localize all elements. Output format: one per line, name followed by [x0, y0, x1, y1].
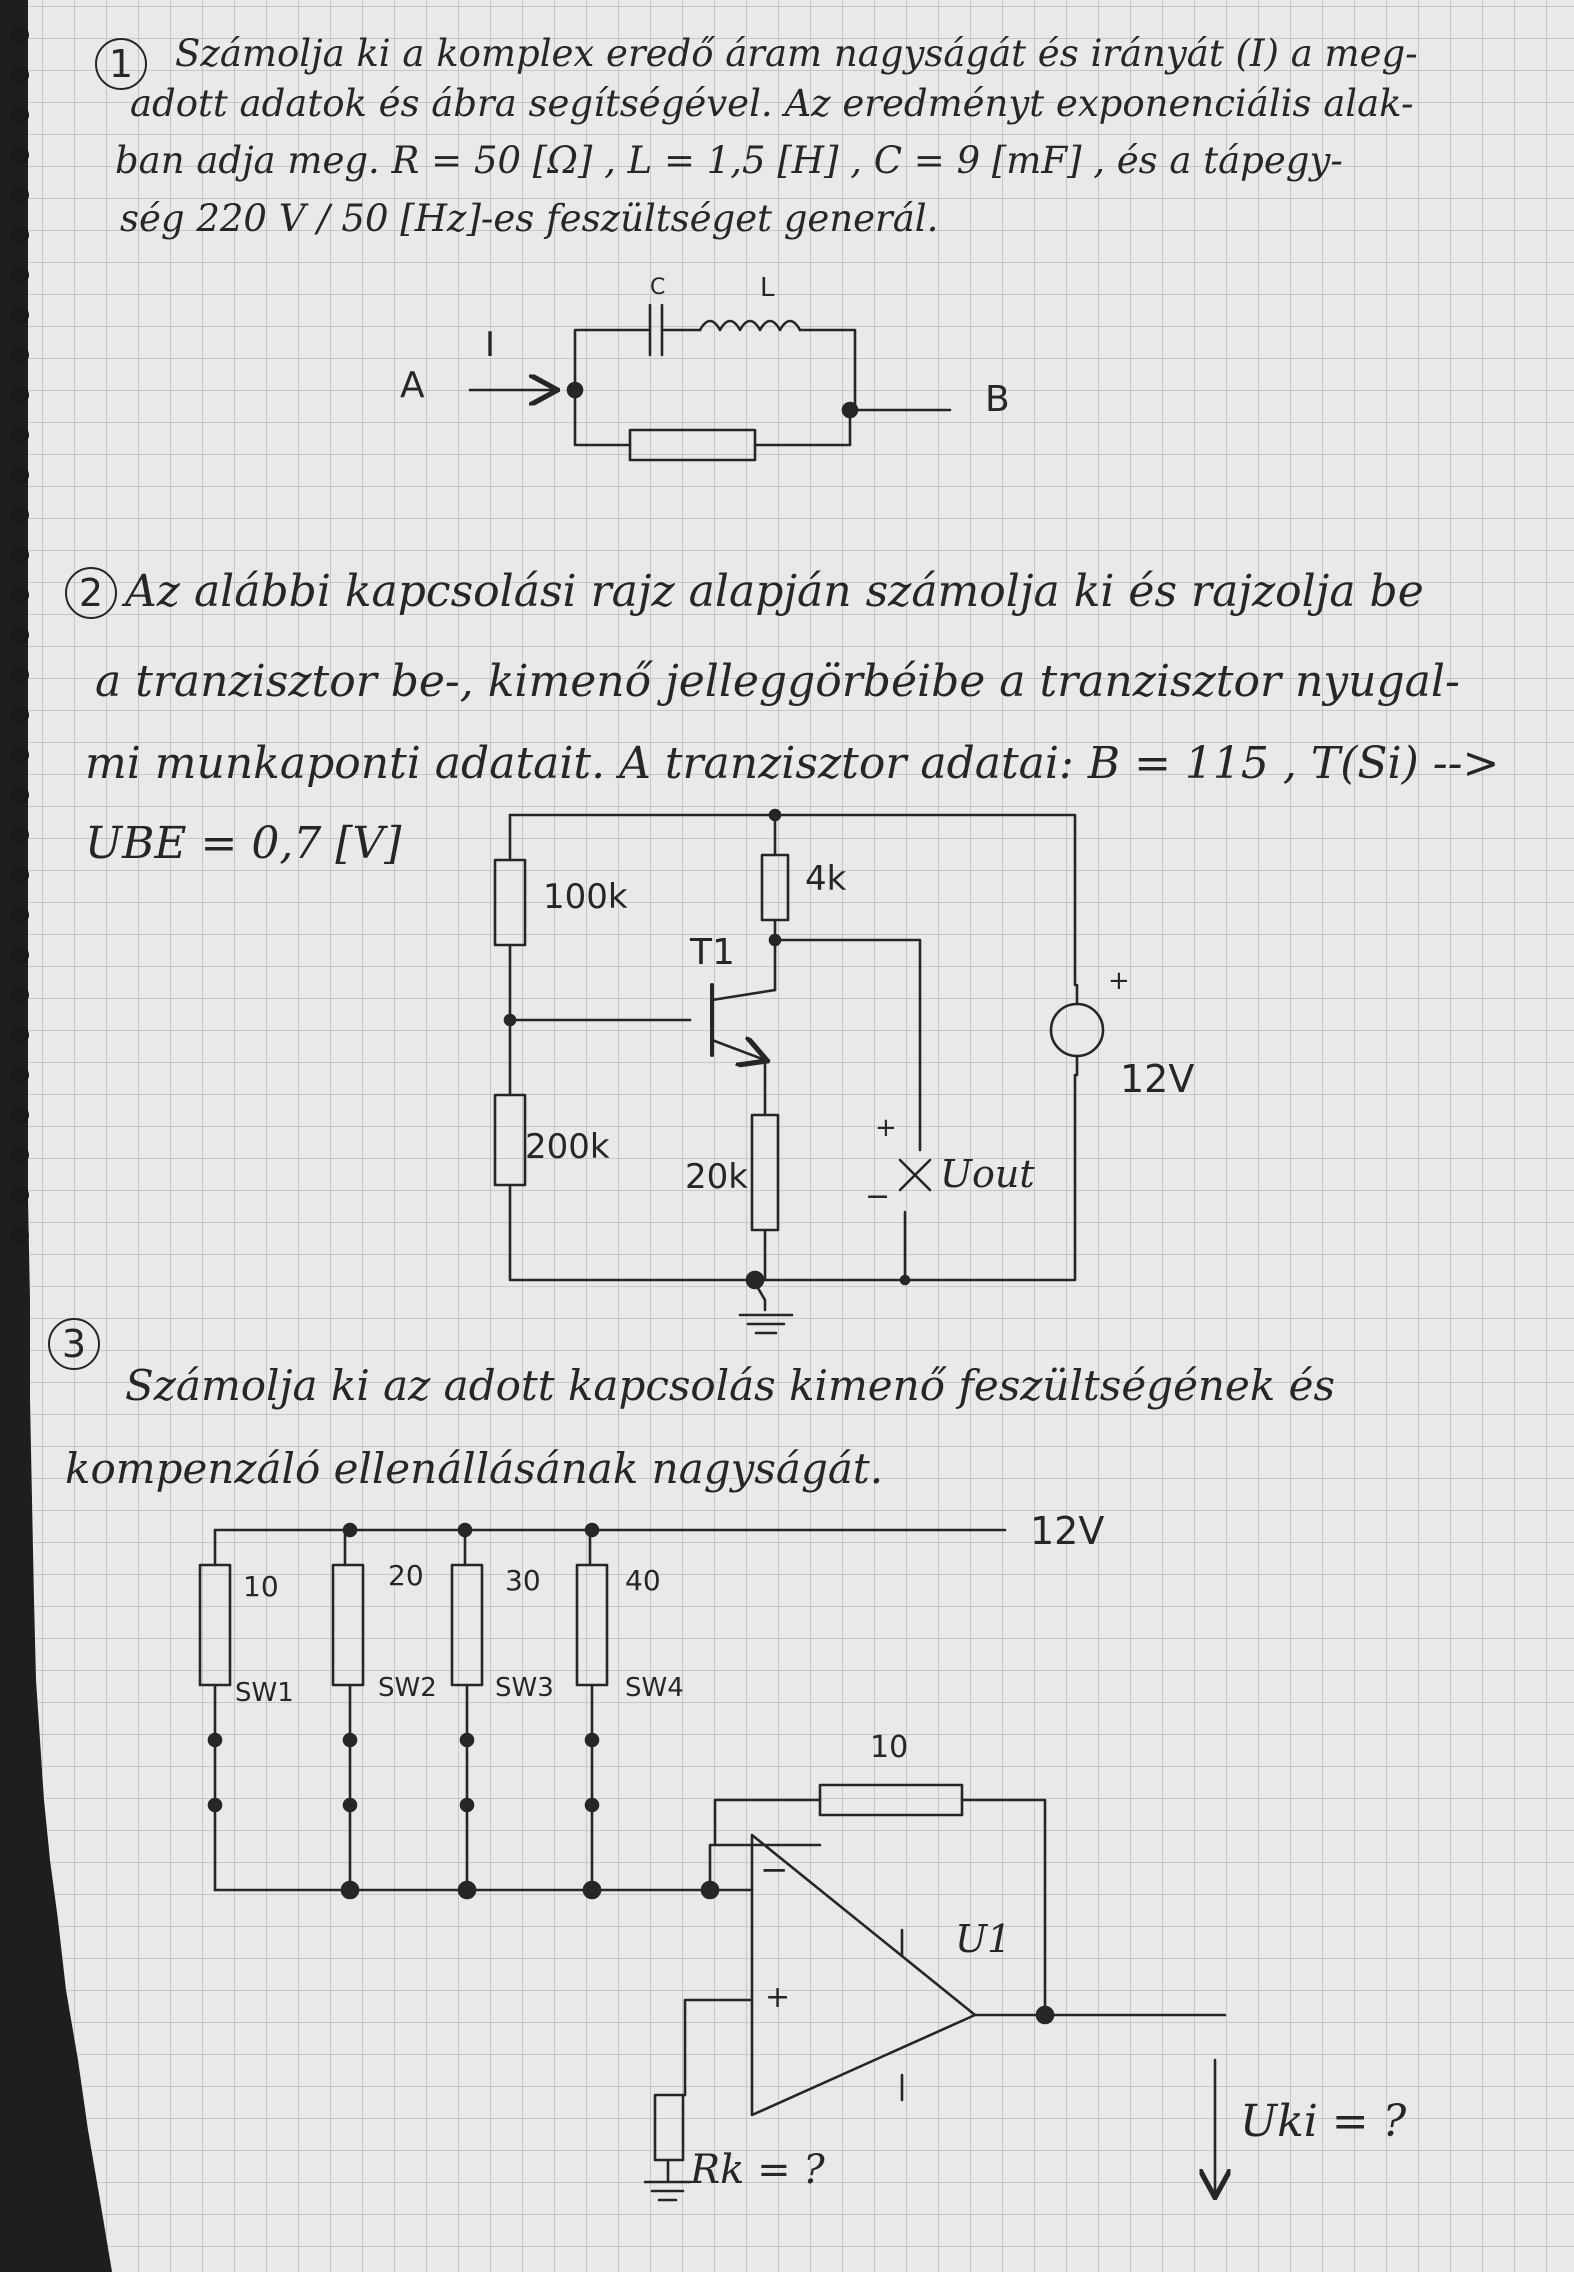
circuit-3-noninverting-input-sign: + [765, 1980, 791, 2015]
circuit-3-output-label: Uki = ? [1240, 2096, 1407, 2147]
problem-1-line-4: ség 220 V / 50 [Hz]-es feszültséget generál. [120, 197, 939, 240]
circuit-2-output-minus: − [865, 1179, 891, 1214]
circuit-3-feedback-label: 10 [870, 1730, 909, 1765]
circuit-3-inverting-input-sign: − [760, 1850, 789, 1890]
problem-3-line-1: Számolja ki az adott kapcsolás kimenő feszültségének és [125, 1361, 1336, 1410]
circuit-1-inductor-label: L [760, 273, 775, 303]
problem-2-line-2: a tranzisztor be-, kimenő jelleggörbéibe a tranzisztor nyugal- [95, 656, 1460, 707]
circuit-1-node-a: A [400, 365, 425, 406]
circuit-3-r3-label: 30 [505, 1564, 541, 1597]
circuit-3-r4-label: 40 [625, 1564, 661, 1597]
circuit-2-r2-label: 200k [525, 1127, 610, 1167]
circuit-3-sw2-label: SW2 [378, 1673, 437, 1703]
circuit-3-opamp-label: U1 [955, 1917, 1012, 1961]
circuit-1-node-b: B [985, 379, 1010, 420]
circuit-1-current-label: I [485, 325, 496, 365]
circuit-2-supply-label: 12V [1120, 1057, 1195, 1101]
circuit-2-r1-label: 100k [543, 877, 628, 917]
problem-1-line-2: adott adatok és ábra segítségével. Az eredményt exponenciális alak- [130, 82, 1414, 125]
problem-1-line-1: Számolja ki a komplex eredő áram nagyságát és irányát (I) a meg- [175, 32, 1418, 75]
binding-holes [11, 26, 29, 1244]
problem-2-line-4: UBE = 0,7 [V] [85, 818, 402, 869]
circuit-3-sw4-label: SW4 [625, 1673, 684, 1703]
circuit-3-sw1-label: SW1 [235, 1678, 294, 1708]
circuit-2-transistor-label: T1 [690, 932, 735, 973]
circuit-3-r1-label: 10 [243, 1570, 279, 1603]
problem-1-line-3: ban adja meg. R = 50 [Ω] , L = 1,5 [H] , C = 9 [mF] , és a tápegy- [115, 139, 1343, 182]
circuit-3-sw3-label: SW3 [495, 1673, 554, 1703]
circuit-2-output-label: Uout [940, 1152, 1035, 1196]
circuit-3-r2-label: 20 [388, 1559, 424, 1592]
circuit-2-supply-plus: + [1108, 966, 1130, 996]
circuit-2-output-plus: + [875, 1113, 897, 1143]
problem-2-line-1: Az alábbi kapcsolási rajz alapján számolja ki és rajzolja be [125, 566, 1424, 617]
circuit-1-capacitor-label: C [650, 275, 666, 300]
circuit-2-rc-label: 4k [805, 859, 847, 899]
problem-2-line-3: mi munkaponti adatait. A tranzisztor adatai: B = 115 , T(Si) --> [85, 738, 1500, 789]
circuit-3-supply-label: 12V [1030, 1509, 1105, 1553]
problem-1-number: 1 [95, 38, 147, 90]
problem-3-number: 3 [48, 1318, 100, 1370]
circuit-3-rk-label: Rk = ? [690, 2147, 825, 2193]
problem-3-line-2: kompenzáló ellenállásának nagyságát. [65, 1444, 884, 1493]
circuit-2-re-label: 20k [685, 1157, 748, 1197]
problem-2-number: 2 [65, 567, 117, 619]
